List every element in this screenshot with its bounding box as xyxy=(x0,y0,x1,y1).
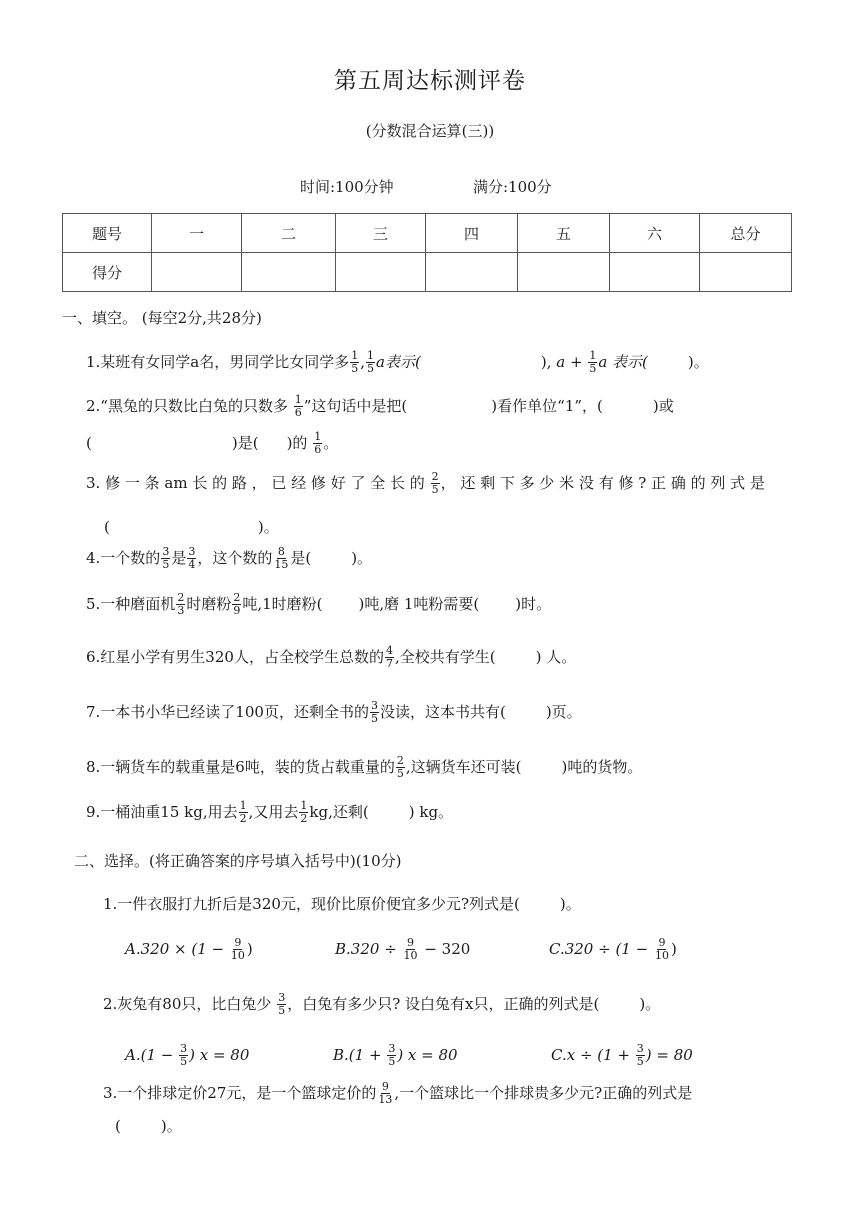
fraction: $\frac{3}{5}$ xyxy=(388,1042,396,1068)
full-score: 满分:100分 xyxy=(473,178,552,196)
score-cell[interactable] xyxy=(242,253,336,292)
header-cell: 二 xyxy=(242,214,336,253)
section-2-heading: 二、选择。(将正确答案的序号填入括号中)(10分) xyxy=(74,852,402,870)
score-table-header-row xyxy=(63,214,792,253)
fraction: $\frac{9}{13}$ xyxy=(378,1080,393,1106)
fraction: $\frac{1}{5}$ xyxy=(589,349,597,375)
header-cell: 三 xyxy=(336,214,426,253)
choice-1-option-b[interactable]: B.320 ÷ $\frac{9}{10}$ − 320 xyxy=(335,936,471,962)
fraction: $\frac{2}{9}$ xyxy=(233,591,241,617)
choice-question-2: 2.灰兔有80只，比白兔少 $\frac{3}{5}$ ，白兔有多少只? 设白兔有x只，正确的列式是( )。 xyxy=(103,991,661,1017)
choice-question-1: 1.一件衣服打九折后是320元，现价比原价便宜多少元?列式是( )。 xyxy=(103,895,581,913)
score-table-score-row xyxy=(63,253,792,292)
fraction: $\frac{1}{6}$ xyxy=(294,393,302,419)
fraction: $\frac{1}{2}$ xyxy=(300,799,308,825)
question-1-5: 5.一种磨面机 $\frac{2}{3}$ 时磨粉 $\frac{2}{9}$ 吨,1时磨粉( )吨,磨 1吨粉需要( )时。 xyxy=(86,591,552,617)
fraction: $\frac{9}{10}$ xyxy=(230,936,245,962)
question-1-3-cont: ( )。 xyxy=(104,518,279,536)
choice-1-option-a[interactable]: A.320 × (1 − $\frac{9}{10}$ ) xyxy=(125,936,253,962)
fraction: $\frac{1}{5}$ xyxy=(351,349,359,375)
question-1-1: 1.某班有女同学a名，男同学比女同学多 $\frac{1}{5}$ , $\frac{1}{5}$ a表示( ), a + $\frac{1}{5}$ a 表示( )。 xyxy=(86,349,709,375)
fraction: $\frac{3}{5}$ xyxy=(370,699,378,725)
fraction: $\frac{1}{2}$ xyxy=(239,799,247,825)
question-1-2: 2.“黑兔的只数比白兔的只数多 $\frac{1}{6}$ ”这句话中是把( )看作单位“1”，( )或 xyxy=(86,393,674,419)
score-cell[interactable] xyxy=(152,253,242,292)
score-cell[interactable] xyxy=(426,253,518,292)
question-1-4: 4.一个数的 $\frac{3}{5}$ 是 $\frac{3}{4}$ ，这个数的 $\frac{8}{15}$ 是( )。 xyxy=(86,545,373,571)
fraction: $\frac{9}{10}$ xyxy=(403,936,418,962)
header-cell: 题号 xyxy=(63,214,152,253)
fraction: $\frac{3}{4}$ xyxy=(188,545,196,571)
fraction: $\frac{3}{5}$ xyxy=(636,1042,644,1068)
header-cell: 一 xyxy=(152,214,242,253)
question-1-6: 6.红星小学有男生320人，占全校学生总数的 $\frac{4}{7}$ ,全校共有学生( ) 人。 xyxy=(86,644,577,670)
score-cell[interactable] xyxy=(610,253,700,292)
fraction: $\frac{2}{5}$ xyxy=(431,470,439,496)
fraction: $\frac{2}{3}$ xyxy=(177,591,185,617)
score-cell[interactable] xyxy=(518,253,610,292)
fraction: $\frac{2}{5}$ xyxy=(396,754,404,780)
choice-2-option-a[interactable]: A.(1 − $\frac{3}{5}$ ) x = 80 xyxy=(125,1042,250,1068)
score-table xyxy=(62,213,792,292)
question-1-8: 8.一辆货车的载重量是6吨，装的货占载重量的 $\frac{2}{5}$ ,这辆货车还可装( )吨的货物。 xyxy=(86,754,643,780)
choice-1-option-c[interactable]: C.320 ÷ (1 − $\frac{9}{10}$ ) xyxy=(549,936,677,962)
score-cell[interactable] xyxy=(700,253,792,292)
choice-question-3-cont: ( )。 xyxy=(115,1117,182,1135)
question-1-7: 7.一本书小华已经读了100页，还剩全书的 $\frac{3}{5}$ 没读，这本书共有( )页。 xyxy=(86,699,582,725)
page-title: 第五周达标测评卷 xyxy=(334,68,526,94)
choice-2-option-b[interactable]: B.(1 + $\frac{3}{5}$ ) x = 80 xyxy=(333,1042,458,1068)
fraction: $\frac{3}{5}$ xyxy=(180,1042,188,1068)
question-1-2-cont: ( )是( )的 $\frac{1}{6}$ 。 xyxy=(86,430,339,456)
fraction: $\frac{3}{5}$ xyxy=(162,545,170,571)
choice-question-3: 3.一个排球定价27元，是一个篮球定价的 $\frac{9}{13}$ ,一个篮球比一个排球贵多少元?正确的列式是 xyxy=(103,1080,693,1106)
header-cell: 五 xyxy=(518,214,610,253)
header-cell: 总分 xyxy=(700,214,792,253)
fraction: $\frac{1}{6}$ xyxy=(314,430,322,456)
header-cell: 四 xyxy=(426,214,518,253)
row-label: 得分 xyxy=(63,253,152,292)
fraction: $\frac{8}{15}$ xyxy=(274,545,289,571)
page-subtitle: (分数混合运算(三)) xyxy=(365,122,495,140)
header-cell: 六 xyxy=(610,214,700,253)
fraction: $\frac{9}{10}$ xyxy=(654,936,669,962)
fraction: $\frac{4}{7}$ xyxy=(385,644,393,670)
fraction: $\frac{1}{5}$ xyxy=(367,349,375,375)
time-limit: 时间:100分钟 xyxy=(300,178,394,196)
section-1-heading: 一、填空。 (每空2分,共28分) xyxy=(62,309,262,327)
fraction: $\frac{3}{5}$ xyxy=(278,991,286,1017)
question-1-9: 9.一桶油重15 kg,用去 $\frac{1}{2}$ ,又用去 $\frac{1}{2}$ kg,还剩( ) kg。 xyxy=(86,799,454,825)
choice-2-option-c[interactable]: C.x ÷ (1 + $\frac{3}{5}$ ) = 80 xyxy=(551,1042,693,1068)
question-1-3: 3. 修 一 条 am 长 的 路 ， 已 经 修 好 了 全 长 的 $\frac{2}{5}$ ， 还 剩 下 多 少 米 没 有 修 ? 正 确 的 列 式 是 xyxy=(86,470,765,496)
score-cell[interactable] xyxy=(336,253,426,292)
